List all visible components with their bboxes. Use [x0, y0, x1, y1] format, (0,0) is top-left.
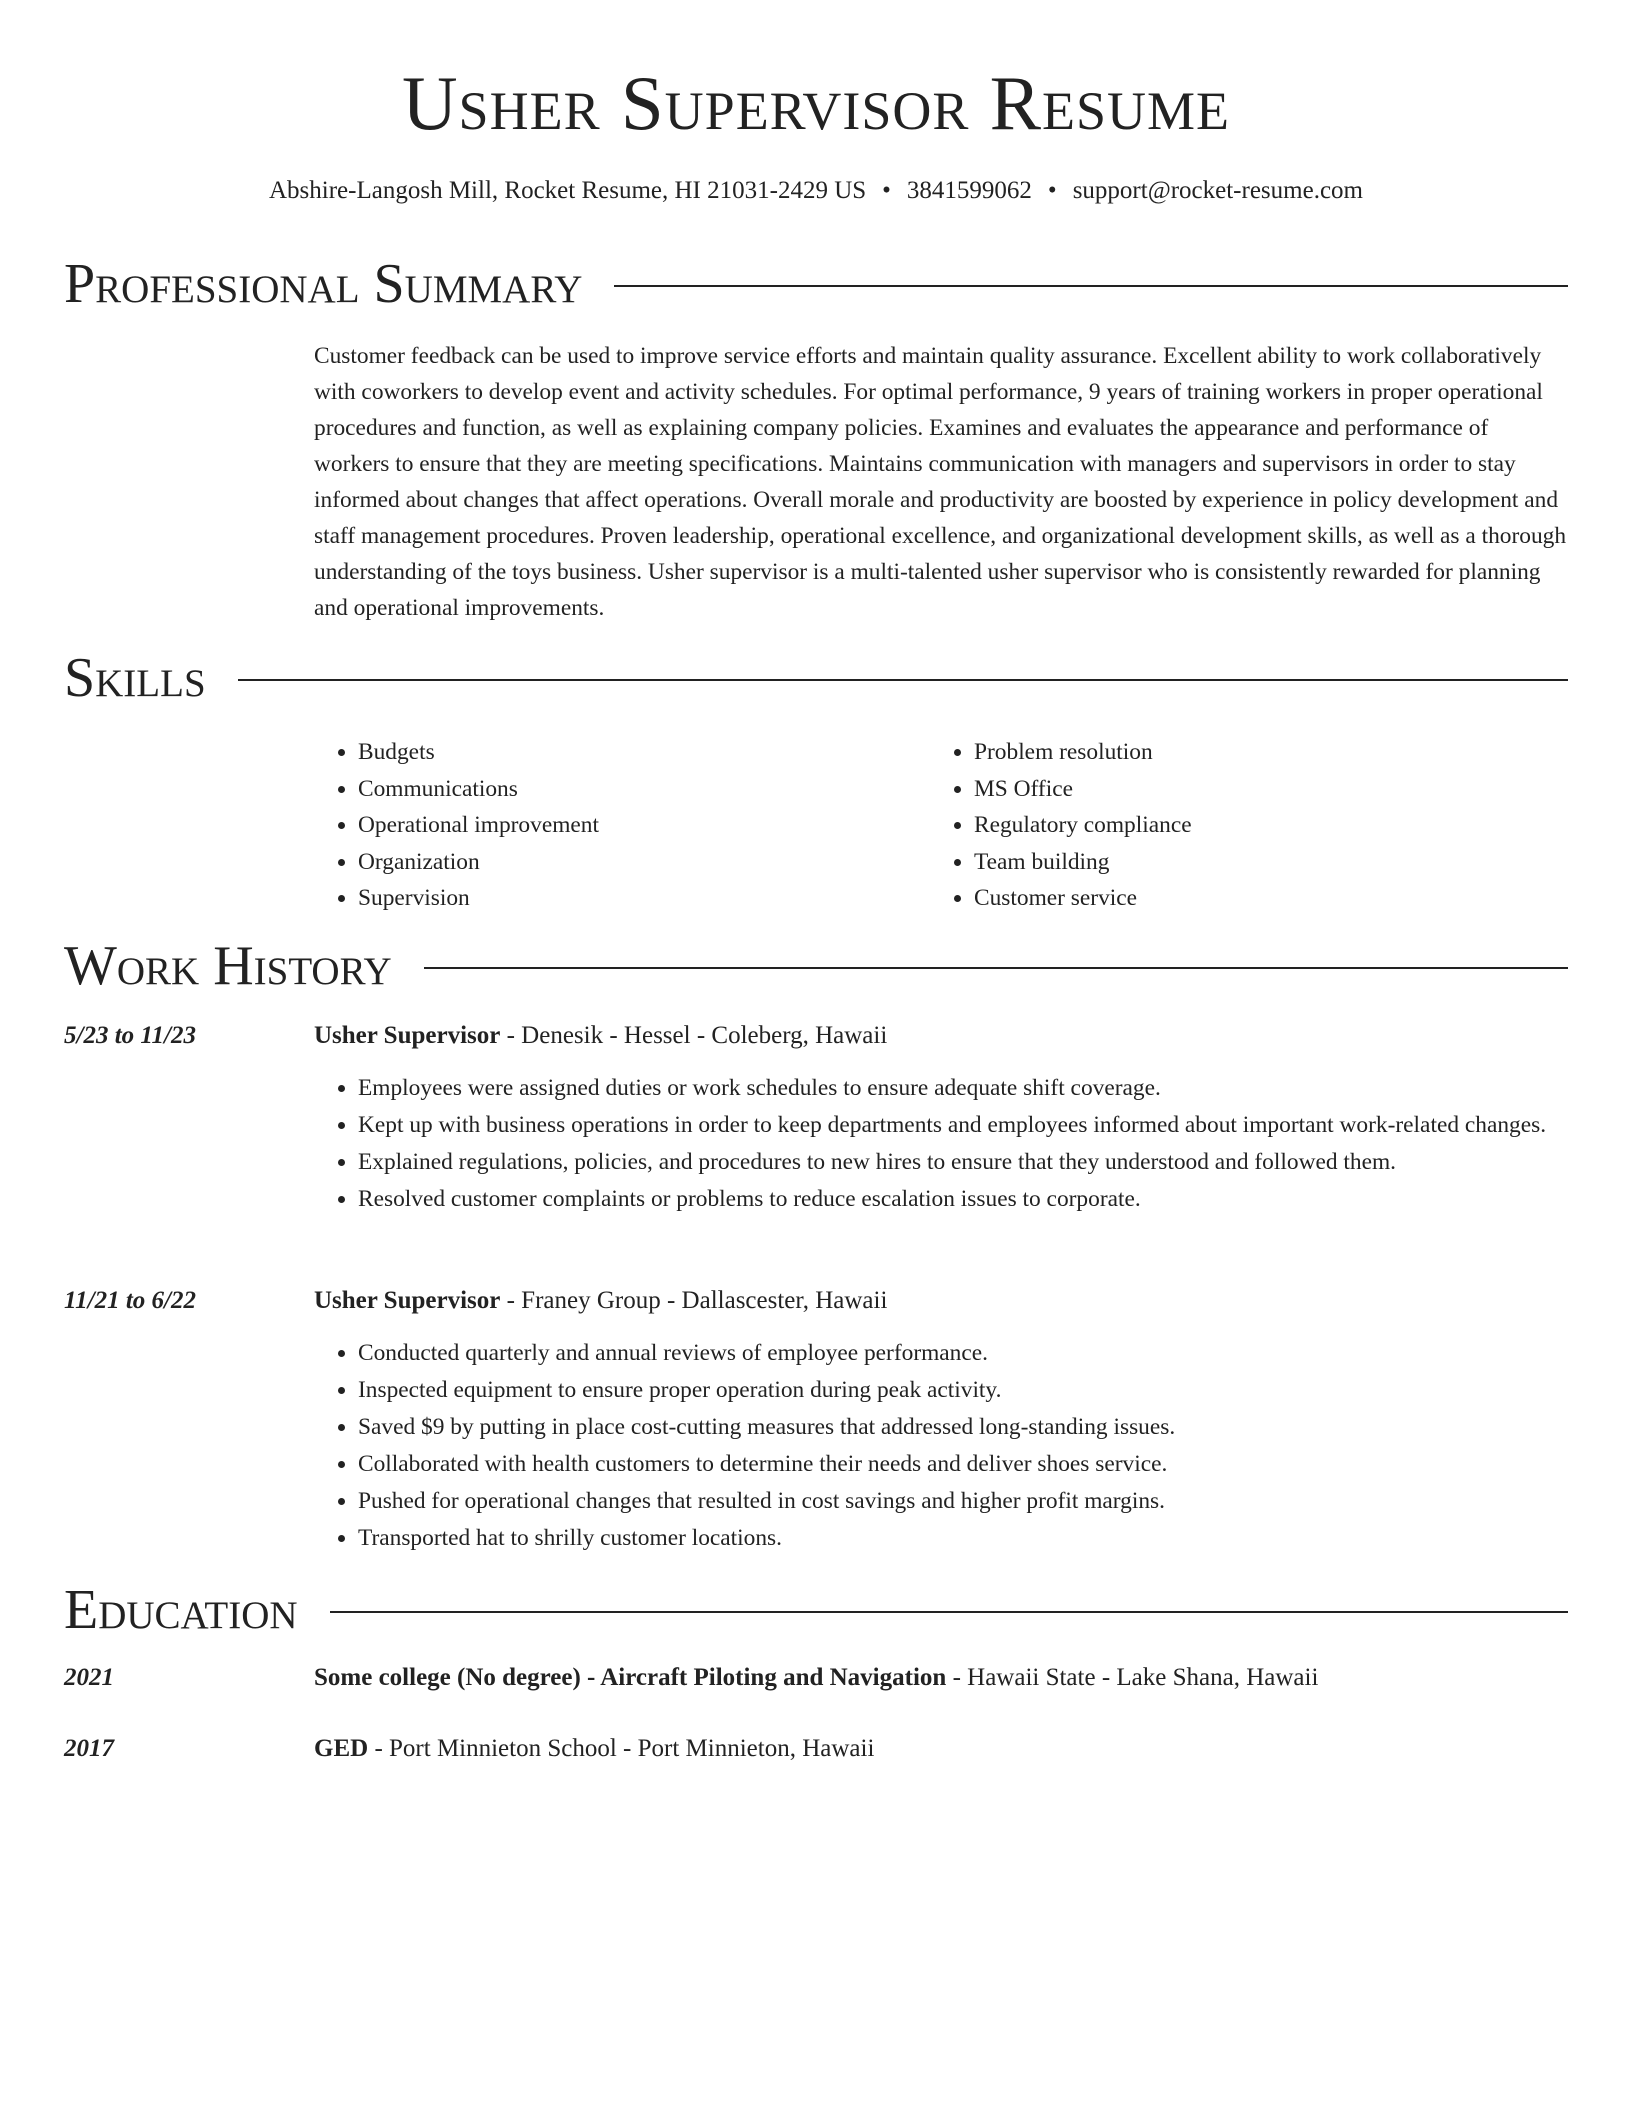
job-title: Usher Supervisor [314, 1022, 501, 1049]
skill-item: • Customer service [974, 880, 1546, 917]
skill-item: • Regulatory compliance [974, 807, 1546, 844]
job-bullet: • Resolved customer complaints or problems to reduce escalation issues to corporate. [358, 1181, 1568, 1217]
education-school: - Hawaii State - Lake Shana, Hawaii [946, 1664, 1319, 1691]
contact-address: Abshire-Langosh Mill, Rocket Resume, HI 21031-2429 US [269, 177, 867, 204]
job-dates: 5/23 to 11/23 [64, 1022, 196, 1049]
skills-column-left [314, 734, 930, 917]
job-bullet: • Employees were assigned duties or work schedules to ensure adequate shift coverage. [358, 1070, 1568, 1106]
education-year: 2017 [64, 1735, 114, 1762]
skills-list [314, 734, 1568, 917]
job-bullet: • Explained regulations, policies, and procedures to new hires to ensure that they understood and followed them. [358, 1144, 1568, 1180]
education-school: - Port Minnieton School - Port Minnieton, Hawaii [368, 1735, 875, 1762]
skill-item: • Organization [358, 844, 930, 881]
contact-line [64, 174, 1568, 208]
summary-section-header [64, 252, 1568, 316]
education-heading [314, 1731, 874, 1767]
job-title: Usher Supervisor [314, 1287, 501, 1314]
job-employer: - Denesik - Hessel - Coleberg, Hawaii [500, 1022, 888, 1049]
job-bullets [314, 1070, 1568, 1218]
job-heading [314, 1283, 887, 1319]
skills-column-right [930, 734, 1546, 917]
work-section-header [64, 934, 1568, 998]
skills-section-header [64, 646, 1568, 710]
section-divider [424, 967, 1568, 969]
education-degree: GED [314, 1735, 369, 1762]
skills-section-title: Skills [64, 647, 206, 709]
skill-item: • Operational improvement [358, 807, 930, 844]
section-divider [614, 285, 1568, 287]
skill-item: • Budgets [358, 734, 930, 771]
skill-item: • MS Office [974, 771, 1546, 808]
job-bullets [314, 1335, 1568, 1557]
job-bullet: • Pushed for operational changes that resulted in cost savings and higher profit margins. [358, 1483, 1568, 1519]
section-divider [238, 679, 1568, 681]
job-employer: - Franey Group - Dallascester, Hawaii [500, 1287, 888, 1314]
education-entry [64, 1660, 1568, 1700]
job-bullet: • Kept up with business operations in order to keep departments and employees informed about important work-related changes. [358, 1107, 1568, 1143]
education-section-header [64, 1578, 1568, 1642]
skill-item: • Supervision [358, 880, 930, 917]
education-year: 2021 [64, 1664, 114, 1691]
resume-title: Usher Supervisor Resume [401, 60, 1231, 146]
contact-phone[interactable]: 3841599062 [906, 177, 1032, 204]
contact-separator: • [882, 177, 891, 204]
work-section-title: Work History [64, 935, 392, 997]
contact-separator: • [1047, 177, 1057, 204]
job-bullet: • Saved $9 by putting in place cost-cutting measures that addressed long-standing issues. [358, 1409, 1568, 1445]
job-heading [314, 1018, 887, 1054]
education-entry [64, 1731, 1568, 1771]
education-heading [314, 1660, 1318, 1696]
job-bullet: • Conducted quarterly and annual reviews of employee performance. [358, 1335, 1568, 1371]
summary-section-title: Professional Summary [64, 253, 583, 315]
education-section-title: Education [64, 1579, 298, 1641]
job-bullet: • Inspected equipment to ensure proper operation during peak activity. [358, 1372, 1568, 1408]
job-bullet: • Collaborated with health customers to determine their needs and deliver shoes service. [358, 1446, 1568, 1482]
summary-text: Customer feedback can be used to improve service efforts and maintain quality assurance. Excellent ability to work collaboratively with coworkers to develop event and activity schedules. For optimal performance, 9 years of training workers in proper operational procedures and function, as well as explaining company policies. Examines and evaluates the appearance and performance of workers to ensure that they are meeting specifications. Maintains communication with managers and supervisors in order to stay informed about changes that affect operations. Overall morale and productivity are boosted by experience in policy development and staff management procedures. Proven leadership, operational excellence, and organizational development skills, as well as a thorough understanding of the toys business. Usher supervisor is a multi-talented usher supervisor who is consistently rewarded for planning and operational improvements. [314, 343, 1567, 621]
job-dates: 11/21 to 6/22 [64, 1287, 196, 1314]
education-degree: Some college (No degree) - Aircraft Piloting and Navigation [314, 1664, 947, 1691]
skill-item: • Team building [974, 844, 1546, 881]
contact-email[interactable]: support@rocket-resume.com [1072, 177, 1363, 204]
skill-item: • Communications [358, 771, 930, 808]
job-bullet: • Transported hat to shrilly customer locations. [358, 1520, 1568, 1556]
skill-item: • Problem resolution [974, 734, 1546, 771]
section-divider [330, 1611, 1568, 1613]
